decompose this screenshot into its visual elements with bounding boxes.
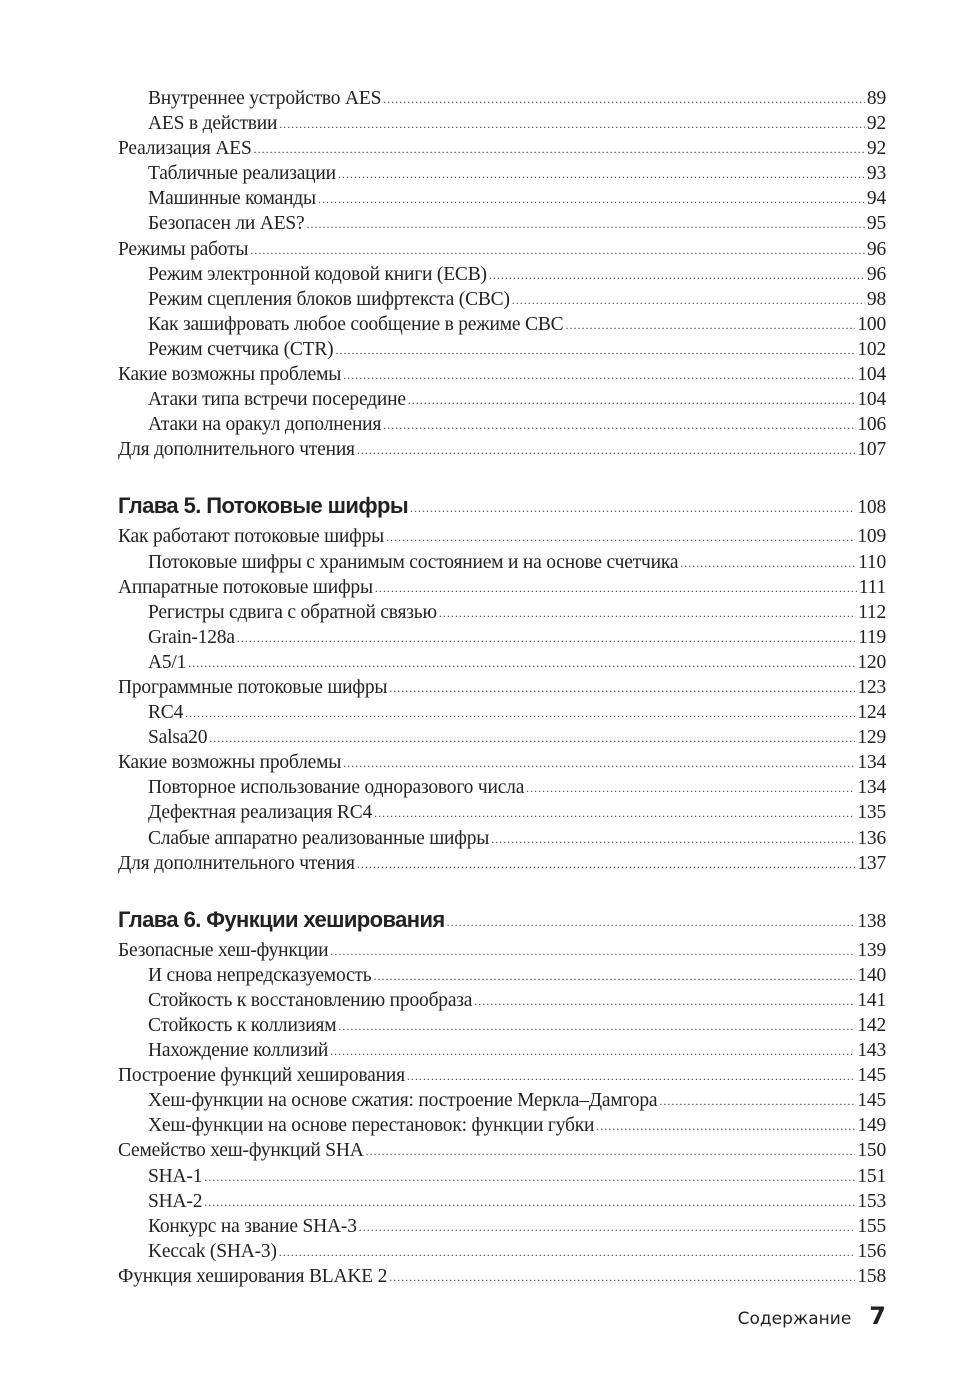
toc-entry-page-number: 141 [857,989,886,1011]
dot-leader [279,112,865,137]
toc-entry-title: Табличные реализации [148,163,336,185]
toc-section-entry [118,675,886,700]
dot-leader [383,413,855,438]
toc-entry-title: Стойкость к коллизиям [148,1015,337,1036]
toc-entry-title: Grain-128a [148,626,235,648]
toc-entry-page-number: 109 [857,526,886,548]
toc-entry-page-number: 106 [857,414,886,436]
toc-entry-title: Реализация AES [118,138,252,160]
toc-entry-title: Машинные команды [148,188,316,210]
toc-section-entry [118,237,886,262]
toc-entry-page-number: 119 [858,626,886,648]
toc-entry-title: A5/1 [148,651,187,673]
dot-leader [407,1064,856,1089]
toc-subsection-entry [118,988,886,1013]
dot-leader [335,338,855,363]
toc-entry-page-number: 138 [857,910,886,932]
toc-entry-title: Аппаратные потоковые шифры [118,576,373,598]
dot-leader [474,989,855,1014]
toc-entry-title: Глава 6. Функции хеширования [118,906,445,932]
toc-subsection-entry [118,312,886,337]
toc-entry-page-number: 107 [857,439,886,461]
toc-entry-title: Программные потоковые шифры [118,676,388,698]
dot-leader [389,1265,855,1290]
toc-entry-page-number: 93 [866,163,886,185]
toc-entry-page-number: 134 [857,752,886,774]
toc-subsection-entry [118,412,886,437]
toc-entry-page-number: 98 [866,288,886,310]
toc-entry-page-number: 92 [866,113,886,135]
dot-leader [357,852,856,877]
toc-subsection-entry [118,826,886,851]
toc-entry-title: Регистры сдвига с обратной связью [148,601,437,623]
toc-entry-page-number: 136 [857,827,886,849]
toc-entry-title: Глава 5. Потоковые шифры [118,493,409,519]
page-number: 7 [869,1302,886,1330]
toc-entry-page-number: 104 [857,364,886,386]
dot-leader [338,1014,855,1039]
toc-subsection-entry [118,800,886,825]
toc-entry-title: SHA-1 [148,1165,203,1187]
toc-subsection-entry [118,1214,886,1239]
toc-entry-page-number: 150 [857,1140,886,1162]
dot-leader [375,576,857,601]
dot-leader [188,651,855,676]
toc-entry-title: Salsa20 [148,727,208,749]
dot-leader [366,1139,856,1164]
dot-leader [185,701,855,726]
page-footer [738,1302,886,1330]
toc-section-entry [118,136,886,161]
toc-section-entry [118,1138,886,1163]
toc-entry-title: AES в действии [148,113,278,135]
dot-leader [447,910,856,935]
toc-section-entry [118,437,886,462]
toc-entry-page-number: 143 [857,1040,886,1062]
toc-entry-title: Построение функций хеширования [118,1065,405,1087]
toc-entry-title: Безопасные хеш-функции [118,939,329,961]
toc-entry-title: Как зашифровать любое сообщение в режиме CBC [148,313,564,335]
toc-entry-title: Атаки типа встречи посередине [148,389,406,411]
dot-leader [596,1114,855,1139]
toc-entry-page-number: 139 [857,939,886,961]
dot-leader [389,676,855,701]
toc-entry-title: Хеш-функции на основе перестановок: функции губки [148,1115,595,1137]
toc-entry-page-number: 120 [857,651,886,673]
toc-entry-title: Какие возможны проблемы [118,364,342,386]
toc-subsection-entry [118,387,886,412]
toc-entry-title: Слабые аппаратно реализованные шифры [148,827,490,849]
toc-entry-title: Безопасен ли AES? [148,213,305,235]
toc-subsection-entry [118,1013,886,1038]
toc-subsection-entry [118,161,886,186]
toc-section-entry [118,1063,886,1088]
dot-leader [439,601,856,626]
dot-leader [489,263,865,288]
dot-leader [374,801,855,826]
toc-section-entry [118,575,886,600]
toc-entry-page-number: 110 [858,551,886,573]
toc-chapter-entry [118,493,886,524]
toc-chapter-entry [118,907,886,938]
toc-subsection-entry [118,650,886,675]
toc-subsection-entry [118,550,886,575]
toc-entry-page-number: 145 [857,1065,886,1087]
toc-entry-page-number: 153 [857,1190,886,1212]
toc-entry-title: Стойкость к восстановлению прообраза [148,989,473,1011]
toc-entry-title: Для дополнительного чтения [118,852,355,874]
toc-entry-page-number: 129 [857,727,886,749]
toc-entry-page-number: 151 [857,1165,886,1187]
toc-subsection-entry [118,1088,886,1113]
dot-leader [318,187,865,212]
dot-leader [565,313,855,338]
toc-subsection-entry [118,1239,886,1264]
toc-entry-title: Режим счетчика (CTR) [148,338,334,360]
toc-section-entry [118,938,886,963]
toc-entry-title: Keccak (SHA-3) [148,1240,277,1262]
toc-subsection-entry [118,625,886,650]
toc-section-entry [118,851,886,876]
dot-leader [526,776,855,801]
dot-leader [254,137,865,162]
toc-entry-page-number: 158 [857,1265,886,1287]
toc-subsection-entry [118,725,886,750]
dot-leader [250,238,865,263]
toc-entry-page-number: 112 [858,601,886,623]
dot-leader [680,551,856,576]
toc-subsection-entry [118,1164,886,1189]
dot-leader [237,626,856,651]
toc-entry-title: И снова непредсказуемость [148,964,372,986]
toc-entry-page-number: 92 [866,138,886,160]
dot-leader [659,1089,855,1114]
toc-subsection-entry [118,186,886,211]
toc-subsection-entry [118,86,886,111]
toc-entry-page-number: 156 [857,1240,886,1262]
toc-subsection-entry [118,111,886,136]
toc-entry-page-number: 134 [857,777,886,799]
toc-subsection-entry [118,211,886,236]
toc-entry-title: Функция хеширования BLAKE 2 [118,1265,388,1287]
running-footer-section-name: Содержание [737,1309,852,1329]
toc-entry-page-number: 102 [857,338,886,360]
dot-leader [491,827,855,852]
toc-entry-page-number: 123 [857,676,886,698]
toc-entry-title: RC4 [148,702,184,724]
dot-leader [343,751,855,776]
dot-leader [410,496,855,521]
dot-leader [357,438,856,463]
toc-entry-title: Хеш-функции на основе сжатия: построение Меркла–Дамгора [148,1090,658,1112]
toc-entry-title: Атаки на оракул дополнения [148,414,382,436]
toc-section-entry [118,750,886,775]
toc-entry-title: Как работают потоковые шифры [118,526,385,548]
toc-section-entry [118,524,886,549]
dot-leader [386,525,855,550]
toc-section-entry [118,362,886,387]
toc-subsection-entry [118,963,886,988]
dot-leader [204,1165,855,1190]
toc-entry-title: Внутреннее устройство AES [148,88,382,109]
toc-entry-page-number: 155 [857,1215,886,1237]
toc-entry-page-number: 108 [857,497,886,519]
toc-entry-title: Какие возможны проблемы [118,752,342,774]
toc-section-entry [118,1264,886,1289]
toc-entry-page-number: 104 [857,389,886,411]
toc-entry-title: Режим сцепления блоков шифртекста (CBC) [148,288,510,310]
dot-leader [373,964,855,989]
toc-entry-title: Конкурс на звание SHA-3 [148,1215,357,1237]
toc-entry-page-number: 137 [857,852,886,874]
toc-subsection-entry [118,700,886,725]
dot-leader [209,726,855,751]
dot-leader [204,1190,855,1215]
toc-subsection-entry [118,337,886,362]
toc-subsection-entry [118,287,886,312]
toc-entry-title: Дефектная реализация RC4 [148,802,373,824]
dot-leader [330,939,855,964]
toc-entry-title: SHA-2 [148,1190,203,1212]
dot-leader [343,363,855,388]
toc-entry-title: Повторное использование одноразового числа [148,777,525,799]
toc-entry-title: Семейство хеш-функций SHA [118,1140,364,1162]
dot-leader [383,87,865,112]
dot-leader [408,388,856,413]
toc-subsection-entry [118,1038,886,1063]
table-of-contents [118,86,886,1289]
toc-entry-page-number: 111 [858,576,886,598]
toc-subsection-entry [118,600,886,625]
toc-entry-page-number: 89 [866,88,886,109]
toc-subsection-entry [118,1189,886,1214]
toc-entry-page-number: 142 [857,1015,886,1036]
toc-entry-page-number: 135 [857,802,886,824]
dot-leader [338,162,865,187]
toc-entry-page-number: 96 [866,263,886,285]
toc-entry-page-number: 96 [866,238,886,260]
toc-entry-title: Режим электронной кодовой книги (ECB) [148,263,487,285]
toc-subsection-entry [118,262,886,287]
toc-subsection-entry [118,1113,886,1138]
toc-entry-page-number: 95 [866,213,886,235]
dot-leader [307,212,865,237]
dot-leader [330,1039,855,1064]
dot-leader [279,1240,856,1265]
toc-entry-page-number: 100 [857,313,886,335]
toc-entry-page-number: 94 [866,188,886,210]
dot-leader [359,1215,856,1240]
toc-entry-title: Нахождение коллизий [148,1040,329,1062]
toc-entry-title: Для дополнительного чтения [118,439,355,461]
toc-entry-page-number: 145 [857,1090,886,1112]
dot-leader [512,288,865,313]
toc-entry-title: Режимы работы [118,238,249,260]
toc-subsection-entry [118,775,886,800]
toc-entry-page-number: 140 [857,964,886,986]
toc-entry-page-number: 124 [857,702,886,724]
toc-entry-page-number: 149 [857,1115,886,1137]
toc-entry-title: Потоковые шифры с хранимым состоянием и на основе счетчика [148,551,679,573]
